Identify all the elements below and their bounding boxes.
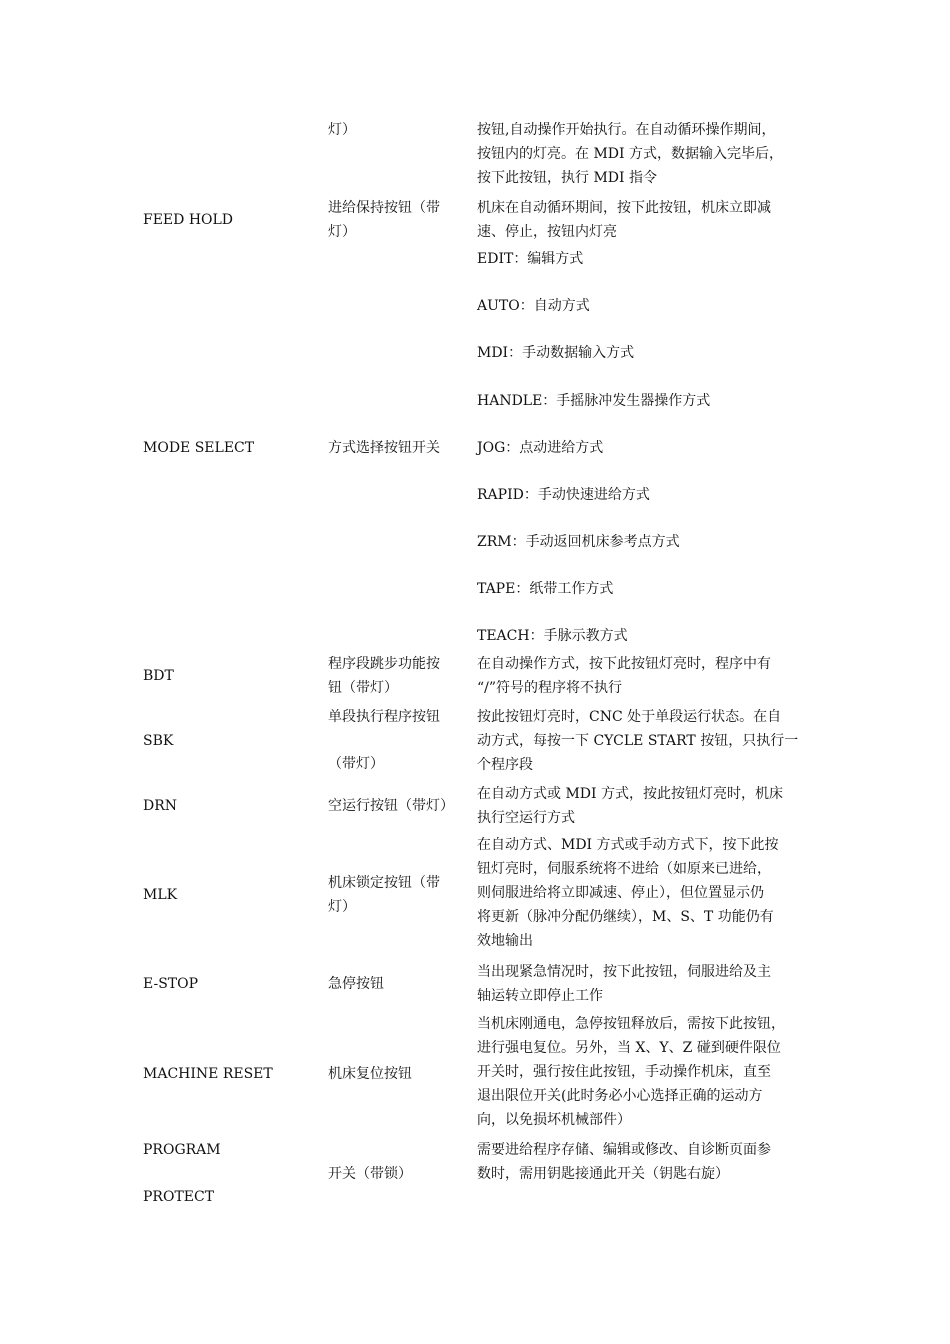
row-machine-reset-name: 机床复位按钮 xyxy=(328,1066,412,1082)
row-sbk-desc: 按此按钮灯亮时，CNC 处于单段运行状态。在自 动方式，每按一下 CYCLE START 按钮，只执行一 个程序段 xyxy=(477,709,799,773)
row-feed-hold-key: FEED HOLD xyxy=(143,212,234,228)
row-program-protect-name: 开关（带锁） xyxy=(328,1166,412,1182)
row-mode-select-name: 方式选择按钮开关 xyxy=(328,440,440,456)
row-mlk-key: MLK xyxy=(143,887,178,903)
mode-teach: TEACH：手脉示教方式 xyxy=(477,628,628,644)
row-program-protect-key-1: PROGRAM xyxy=(143,1142,221,1158)
mode-jog: JOG：点动进给方式 xyxy=(477,440,604,456)
row-sbk-key: SBK xyxy=(143,733,174,749)
mode-handle: HANDLE：手摇脉冲发生器操作方式 xyxy=(477,393,711,409)
row-drn-desc: 在自动方式或 MDI 方式，按此按钮灯亮时，机床 执行空运行方式 xyxy=(477,786,783,826)
row-estop-name: 急停按钮 xyxy=(328,976,384,992)
row-feed-hold-desc: 机床在自动循环期间，按下此按钮，机床立即减 速、停止，按钮内灯亮 xyxy=(477,200,771,240)
row-sbk-name-2: （带灯） xyxy=(328,756,384,772)
row-feed-hold-name: 进给保持按钮（带 灯） xyxy=(328,200,440,240)
mode-rapid: RAPID：手动快速进给方式 xyxy=(477,487,650,503)
row-estop-key: E-STOP xyxy=(143,976,199,992)
row-cycle-start-desc: 按钮,自动操作开始执行。在自动循环操作期间， 按钮内的灯亮。在 MDI 方式，数据输入完毕后， 按下此按钮，执行 MDI 指令 xyxy=(477,122,783,186)
mode-zrm: ZRM：手动返回机床参考点方式 xyxy=(477,534,680,550)
mode-auto: AUTO：自动方式 xyxy=(477,298,590,314)
row-program-protect-key-2: PROTECT xyxy=(143,1189,215,1205)
row-cycle-start-name: 灯） xyxy=(328,122,356,138)
row-drn-key: DRN xyxy=(143,798,178,814)
row-bdt-desc: 在自动操作方式，按下此按钮灯亮时，程序中有 “/”符号的程序将不执行 xyxy=(477,656,771,696)
mode-edit: EDIT：编辑方式 xyxy=(477,251,584,267)
mode-tape: TAPE：纸带工作方式 xyxy=(477,581,614,597)
row-mlk-desc: 在自动方式、MDI 方式或手动方式下，按下此按 钮灯亮时，伺服系统将不进给（如原来已进给， 则伺服进给将立即减速、停止），但位置显示仍 将更新（脉冲分配仍继续），M、S、T 功能仍有 效地输出 xyxy=(477,837,779,949)
row-bdt-name: 程序段跳步功能按 钮（带灯） xyxy=(328,656,440,696)
row-drn-name: 空运行按钮（带灯） xyxy=(328,798,454,814)
row-mode-select-key: MODE SELECT xyxy=(143,440,255,456)
mode-mdi: MDI：手动数据输入方式 xyxy=(477,345,635,361)
row-machine-reset-desc: 当机床刚通电，急停按钮释放后，需按下此按钮， 进行强电复位。另外，当 X、Y、Z 碰到硬件限位 开关时，强行按住此按钮，手动操作机床，直至 退出限位开关(此时务必小心选择正确的运动方 向，以免损坏机械部件） xyxy=(477,1016,785,1128)
row-machine-reset-key: MACHINE RESET xyxy=(143,1066,273,1082)
row-mlk-name: 机床锁定按钮（带 灯） xyxy=(328,875,440,915)
row-bdt-key: BDT xyxy=(143,668,174,684)
row-program-protect-desc: 需要进给程序存储、编辑或修改、自诊断页面参 数时，需用钥匙接通此开关（钥匙右旋） xyxy=(477,1142,771,1182)
row-estop-desc: 当出现紧急情况时，按下此按钮，伺服进给及主 轴运转立即停止工作 xyxy=(477,964,771,1004)
row-sbk-name-1: 单段执行程序按钮 xyxy=(328,709,440,725)
